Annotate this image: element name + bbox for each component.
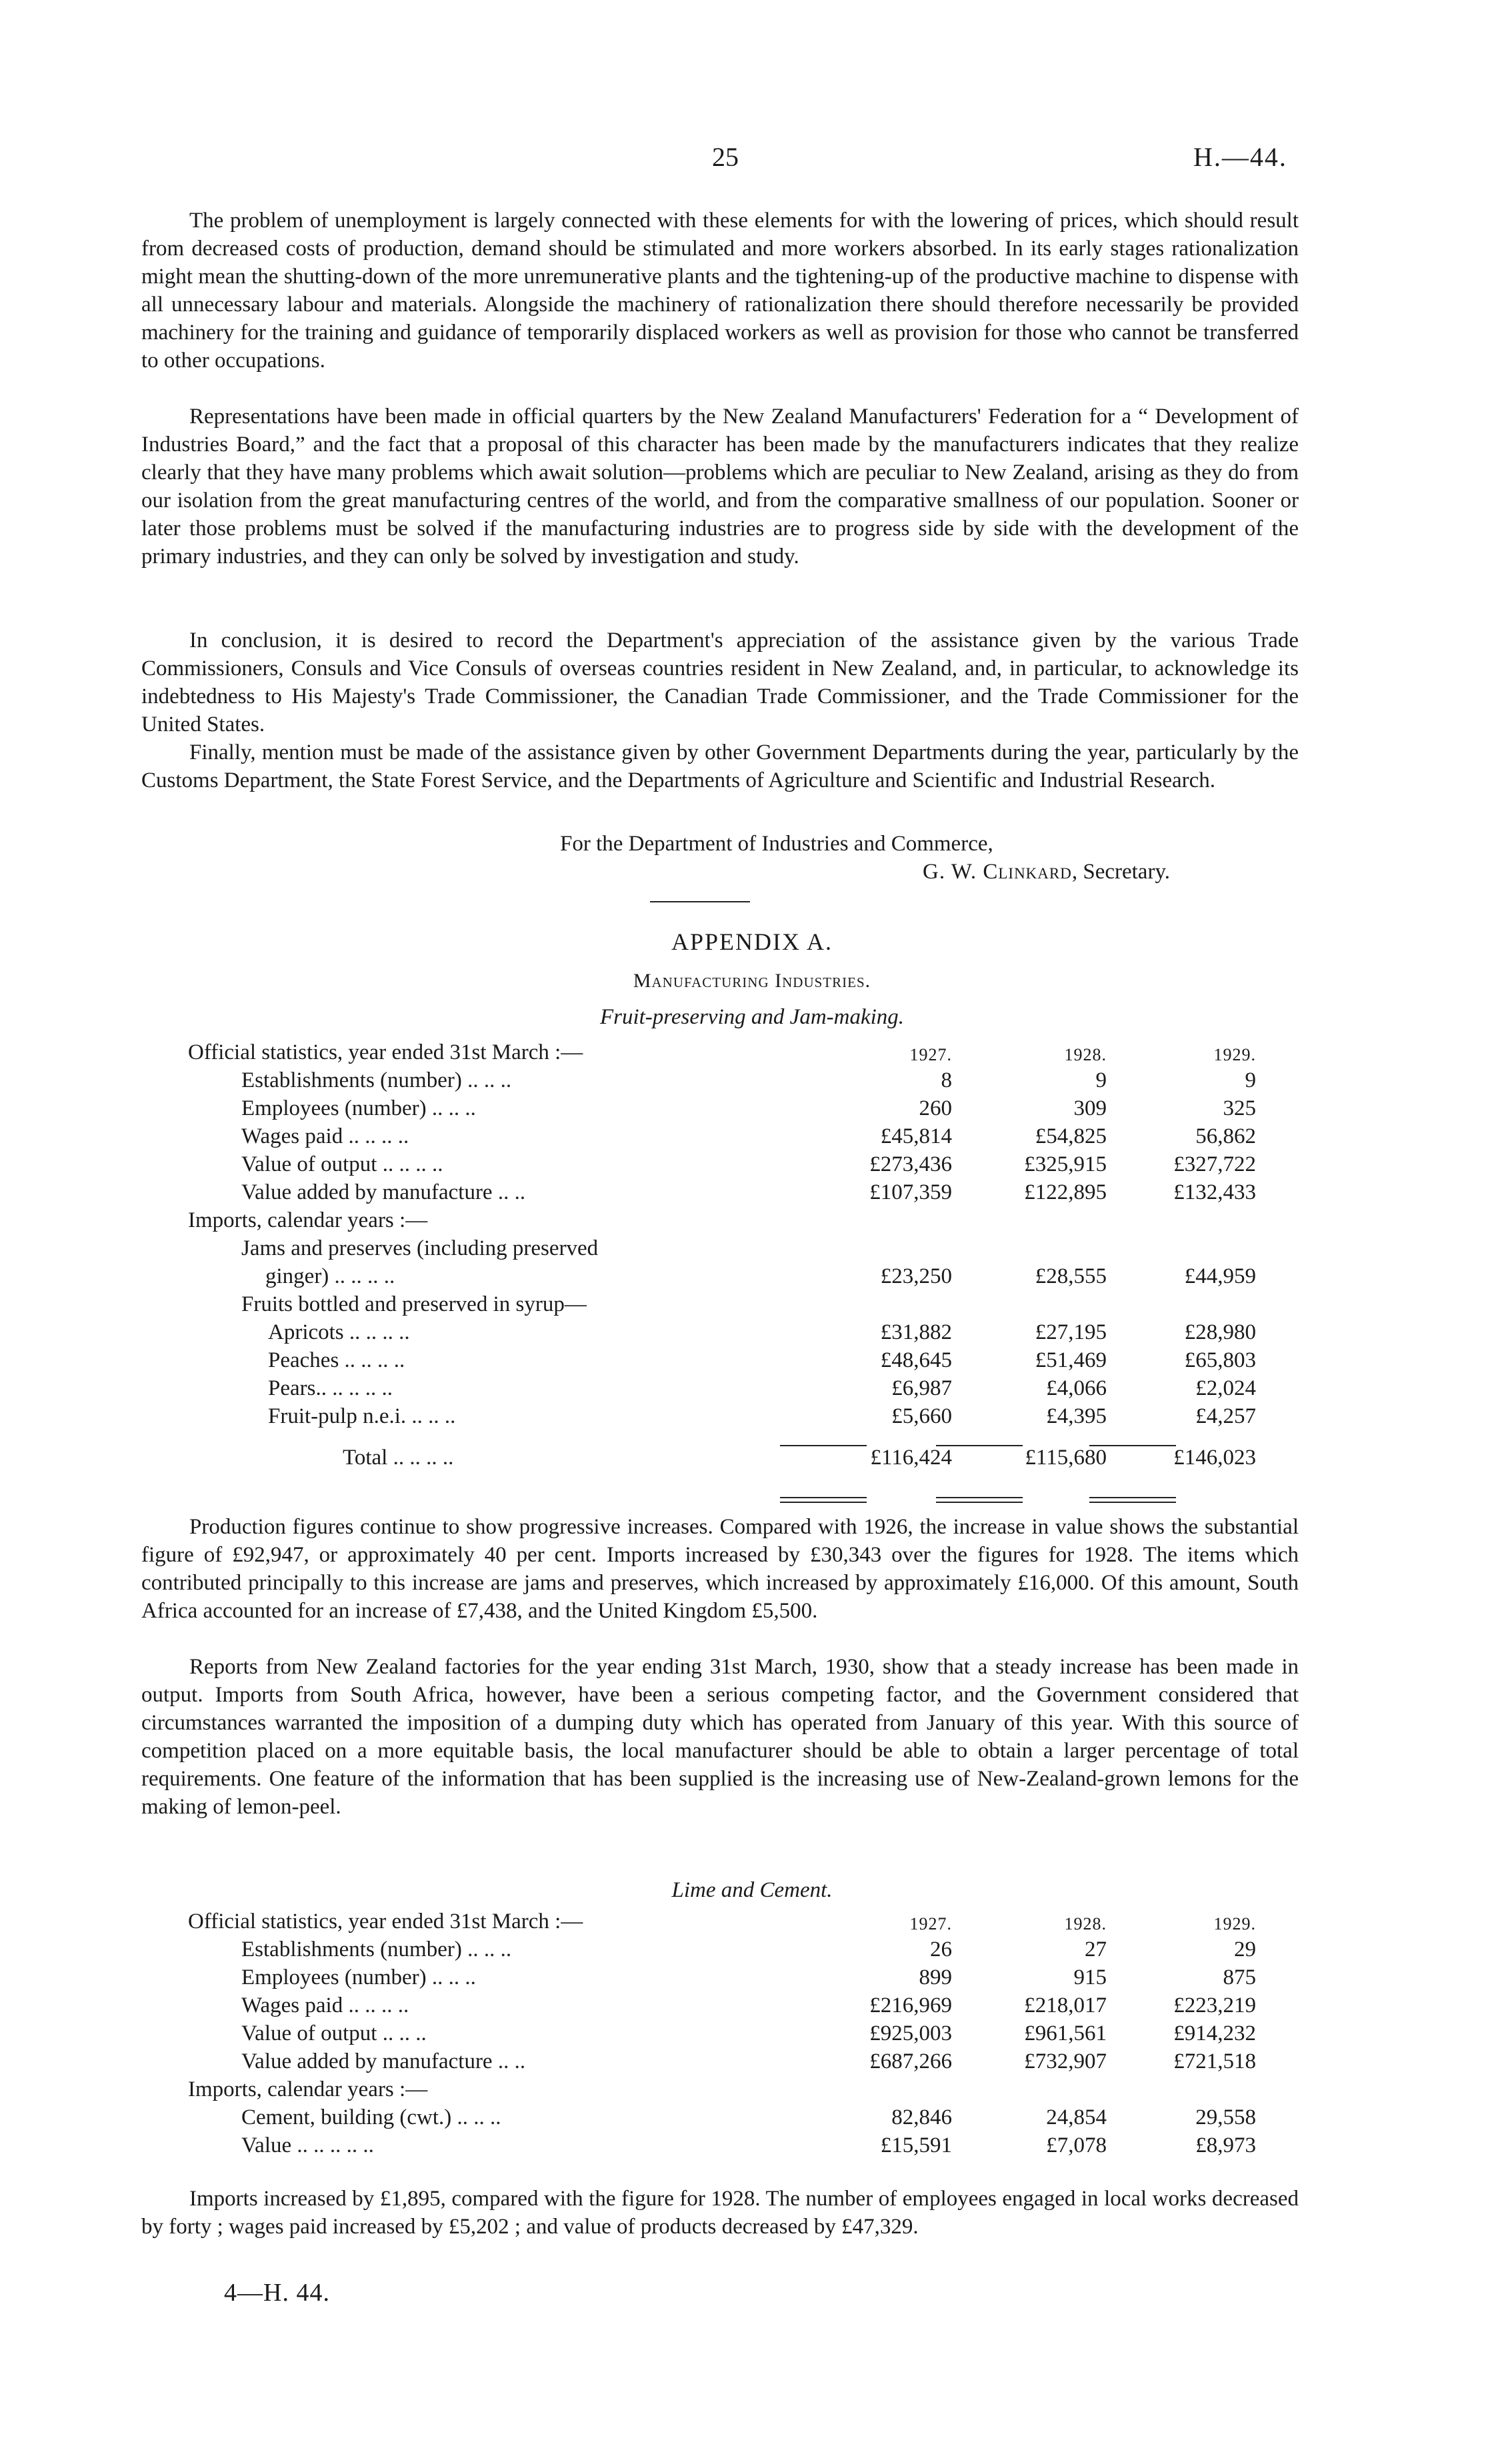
table-row [188,2018,1256,2046]
table-row [188,1990,1256,2018]
paragraph-finally: Finally, mention must be made of the assistance given by other Government Departments during the year, particularly by the Customs Department, the State Forest Service, and the Departments of Agriculture and Scientific and Industrial Research. [141,740,1299,792]
table-cell: 26 [930,1937,952,1961]
leader-dots: .. .. .. .. [334,1264,395,1288]
official-statistics-label: Official statistics, year ended 31st March :— [188,1040,583,1064]
leader-dots: .. .. .. .. [348,1993,409,2017]
table-cell: £732,907 [1024,2049,1107,2073]
row-label: Apricots [268,1320,344,1344]
table-cell: 8 [941,1068,952,1092]
table-row [188,1177,1256,1205]
table-header-row [188,1906,1256,1934]
table-cell: £218,017 [1024,1993,1107,2017]
table-header-row [188,1037,1256,1065]
table-row [188,1233,1256,1261]
table-cell: 27 [1085,1937,1107,1961]
row-label: Cement, building (cwt.) [241,2105,452,2129]
year-header: 1928. [1064,1914,1107,1933]
table-cell: £54,825 [1035,1124,1107,1148]
total-rule [1089,1445,1176,1446]
table-cell: £5,660 [891,1404,952,1428]
row-label: Value of output .. [241,1152,394,1176]
lime-statistics-table [188,1906,1256,2158]
table-cell: £2,024 [1195,1376,1256,1400]
spacer-row [188,1429,1256,1442]
fruit-statistics-table [188,1037,1256,1470]
leader-dots: .. .. .. [431,1096,476,1120]
lime-section-heading: Lime and Cement. [671,1878,833,1902]
paragraph-unemployment: The problem of unemployment is largely connected with these elements for with the lowering of prices, which should result from decreased costs of production, demand should be stimulated and more workers absorbed. In its early stages rationalization might mean the shutting-down of the more unremunerative plants and the tightening-up of the productive machine to dispense with all unnecessary labour and materials. Alongside the machinery of rationalization there should therefore necessarily be provided machinery for the training and guidance of temporarily displaced workers as well as provision for those who cannot be transferred to other occupations. [141,209,1299,373]
total-label: Total [343,1446,388,1470]
table-cell: £122,895 [1024,1180,1107,1204]
leader-dots: .. .. .. .. [348,1124,409,1148]
total-cell: £115,680 [1025,1446,1107,1470]
leader-dots: .. .. .. .. [349,1320,410,1344]
table-cell: 29,558 [1195,2105,1256,2129]
signature-name: G. W. Clinkard [923,860,1072,884]
table-cell: 915 [1073,1965,1107,1989]
leader-dots: .. .. .. .. [332,1376,393,1400]
row-label: Value added by manufacture [241,2049,493,2073]
row-label: Employees (number) [241,1096,427,1120]
table-cell: £4,257 [1195,1404,1256,1428]
appendix-title: APPENDIX A. [671,928,833,955]
official-statistics-label: Official statistics, year ended 31st March :— [188,1909,583,1933]
row-label: Wages paid [241,1124,343,1148]
imports-header-row [188,1205,1256,1233]
table-cell: 9 [1245,1068,1256,1092]
subheader-row [188,1289,1256,1317]
table-cell: £31,882 [880,1320,952,1344]
fruit-section-heading: Fruit-preserving and Jam-making. [599,1005,905,1029]
table-row [188,1093,1256,1121]
imports-header-row [188,2074,1256,2102]
table-cell: £216,969 [869,1993,952,2017]
table-cell: £51,469 [1035,1348,1107,1372]
row-label: Value added by manufacture [241,1180,493,1204]
year-header: 1929. [1213,1914,1256,1933]
table-cell: £8,973 [1195,2133,1256,2157]
table-cell: £223,219 [1173,1993,1256,2017]
lime-paragraph-imports: Imports increased by £1,895, compared with the figure for 1928. The number of employees engaged in local works decreased by forty ; wages paid increased by £5,202 ; and value of products decreased by £47,329. [141,2187,1299,2239]
table-row [188,2102,1256,2130]
total-cell: £146,023 [1173,1446,1256,1470]
table-row [188,1345,1256,1373]
table-cell: 9 [1095,1068,1107,1092]
table-cell: £925,003 [869,2021,952,2045]
total-rule [780,1445,867,1446]
paragraph-conclusion: In conclusion, it is desired to record the Department's appreciation of the assistance given by the various Trade Commissioners, Consuls and Vice Consuls of overseas countries resident in New Zealand, and, in particular, to acknowledge its indebtedness to His Majesty's Trade Commissioner, the Canadian Trade Commissioner, and the Trade Commissioner for the United States. [141,628,1299,736]
signature-mark: 4—H. 44. [224,2279,330,2307]
year-header: 1929. [1213,1045,1256,1064]
table-cell: 24,854 [1046,2105,1107,2129]
table-cell: £45,814 [880,1124,952,1148]
total-double-rule [780,1497,867,1503]
table-cell: 29 [1234,1937,1256,1961]
year-header: 1928. [1064,1045,1107,1064]
table-cell: £325,915 [1024,1152,1107,1176]
jams-label-line1: Jams and preserves (including preserved [241,1236,599,1260]
table-cell: £914,232 [1173,2021,1256,2045]
table-cell: £44,959 [1184,1264,1256,1288]
imports-label: Imports, calendar years :— [188,1208,428,1232]
table-cell: £107,359 [869,1180,952,1204]
table-cell: £7,078 [1046,2133,1107,2157]
leader-dots: .. .. .. [399,1152,443,1176]
section-divider [650,901,750,902]
row-label: Employees (number) [241,1965,427,1989]
table-cell: £28,980 [1184,1320,1256,1344]
table-cell: £687,266 [869,2049,952,2073]
table-row [188,1121,1256,1149]
table-cell: 309 [1073,1096,1107,1120]
table-cell: 325 [1223,1096,1256,1120]
table-row [188,1934,1256,1962]
table-cell: £721,518 [1173,2049,1256,2073]
row-label: Value [241,2133,292,2157]
appendix-subtitle: Manufacturing Industries. [633,970,871,992]
table-row [188,1317,1256,1345]
table-cell: £6,987 [891,1376,952,1400]
table-cell: £23,250 [880,1264,952,1288]
leader-dots: .. .. .. [411,1404,456,1428]
row-label: Establishments (number) [241,1937,462,1961]
row-label: Establishments (number) [241,1068,462,1092]
table-cell: £132,433 [1173,1180,1256,1204]
leader-dots: .. .. .. .. [344,1348,405,1372]
leader-dots: .. .. [497,1180,526,1204]
leader-dots: .. .. .. [382,2021,427,2045]
leader-dots: .. .. .. [431,1965,476,1989]
table-row [188,1962,1256,1990]
table-cell: 875 [1223,1965,1256,1989]
table-row [188,2130,1256,2158]
row-label: Value of output [241,2021,377,2045]
table-cell: £4,066 [1046,1376,1107,1400]
leader-dots: .. .. .. .. [393,1446,454,1470]
table-cell: £327,722 [1173,1152,1256,1176]
leader-dots: .. .. .. [457,2105,501,2129]
row-label: Pears.. [268,1376,327,1400]
row-label: Wages paid [241,1993,343,2017]
row-label: Fruit-pulp n.e.i. [268,1404,407,1428]
table-row [188,2046,1256,2074]
total-rule [936,1445,1023,1446]
table-cell: 56,862 [1195,1124,1256,1148]
fruits-bottled-label: Fruits bottled and preserved in syrup— [241,1292,587,1316]
table-row [188,1373,1256,1401]
table-row [188,1149,1256,1177]
leader-dots: .. .. .. [467,1068,512,1092]
table-cell: £273,436 [869,1152,952,1176]
table-row [188,1401,1256,1429]
table-cell: £28,555 [1035,1264,1107,1288]
year-header: 1927. [909,1045,952,1064]
row-label: ginger) [265,1264,329,1288]
table-cell: £961,561 [1024,2021,1107,2045]
total-double-rule [1089,1497,1176,1503]
leader-dots: .. .. [497,2049,526,2073]
table-cell: £27,195 [1035,1320,1107,1344]
total-double-rule [936,1497,1023,1503]
table-row [188,1261,1256,1289]
fruit-paragraph-production: Production figures continue to show progressive increases. Compared with 1926, the increase in value shows the substantial figure of £92,947, or approximately 40 per cent. Imports increased by £30,343 over the figures for 1928. The items which contributed principally to this increase are jams and preserves, which increased by approximately £16,000. Of this amount, South Africa accounted for an increase of £7,438, and the United Kingdom £5,500. [141,1515,1299,1623]
year-header: 1927. [909,1914,952,1933]
document-reference: H.—44. [1193,142,1287,172]
imports-label: Imports, calendar years :— [188,2077,428,2101]
fruit-paragraph-reports: Reports from New Zealand factories for the year ending 31st March, 1930, show that a steady increase has been made in output. Imports from South Africa, however, have been a serious competing factor, and the Government considered that circumstances warranted the imposition of a dumping duty which has operated from January of this year. With this source of competition placed on a more equitable basis, the local manufacturer should be able to obtain a larger percentage of total requirements. One feature of the information that has been supplied is the increasing use of New-Zealand-grown lemons for the making of lemon-peel. [141,1655,1299,1819]
leader-dots: .. .. .. .. .. [297,2133,374,2157]
table-cell: 899 [919,1965,952,1989]
signature-title: , Secretary. [1071,860,1171,884]
signature-block [923,860,1170,884]
table-cell: £65,803 [1184,1348,1256,1372]
table-cell: £15,591 [880,2133,952,2157]
table-cell: 260 [919,1096,952,1120]
total-cell: £116,424 [870,1446,952,1470]
table-row [188,1065,1256,1093]
table-cell: £4,395 [1046,1404,1107,1428]
row-label: Peaches [268,1348,339,1372]
paragraph-representations: Representations have been made in official quarters by the New Zealand Manufacturers' Federation for a “ Development of Industries Board,” and the fact that a proposal of this character has been made by the manufacturers indicates that they realize clearly that they have many problems which await solution—problems which are peculiar to New Zealand, arising as they do from our isolation from the great manufacturing centres of the world, and from the comparative smallness of our population. Sooner or later those problems must be solved if the manufacturing industries are to progress side by side with the development of the primary industries, and they can only be solved by investigation and study. [141,405,1299,569]
table-cell: 82,846 [891,2105,952,2129]
page-number: 25 [712,142,739,172]
total-row [188,1442,1256,1470]
signature-department: For the Department of Industries and Commerce, [560,832,993,856]
leader-dots: .. .. .. [467,1937,512,1961]
table-cell: £48,645 [880,1348,952,1372]
